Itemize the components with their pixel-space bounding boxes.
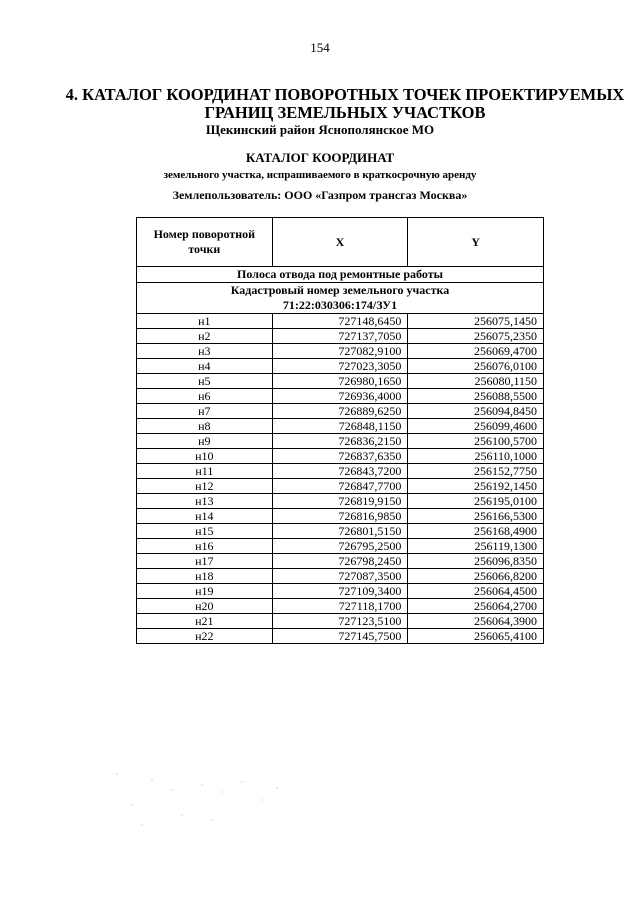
- header-y: Y: [408, 218, 544, 267]
- x-cell: 726836,2150: [272, 434, 408, 449]
- table-row: [137, 344, 544, 359]
- x-cell: 726837,6350: [272, 449, 408, 464]
- header-x: X: [272, 218, 408, 267]
- land-user: Землепользователь: ООО «Газпром трансгаз Москва»: [172, 188, 468, 202]
- point-cell: н3: [137, 344, 273, 359]
- table-row: [137, 464, 544, 479]
- point-cell: н15: [137, 524, 273, 539]
- table-row: [137, 494, 544, 509]
- point-cell: н7: [137, 404, 273, 419]
- x-cell: 727087,3500: [272, 569, 408, 584]
- table-row: [137, 359, 544, 374]
- page-heading: 4. КАТАЛОГ КООРДИНАТ ПОВОРОТНЫХ ТОЧЕК ПРОЕКТИРУЕМЫХ ГРАНИЦ ЗЕМЕЛЬНЫХ УЧАСТКОВ: [65, 85, 625, 122]
- x-cell: 726816,9850: [272, 509, 408, 524]
- x-cell: 727123,5100: [272, 614, 408, 629]
- x-cell: 727109,3400: [272, 584, 408, 599]
- point-cell: н5: [137, 374, 273, 389]
- cadastral-row: [137, 283, 544, 314]
- point-cell: н11: [137, 464, 273, 479]
- y-cell: 256119,1300: [408, 539, 544, 554]
- point-cell: н12: [137, 479, 273, 494]
- faint-stamp-marks: [112, 770, 292, 830]
- point-cell: н13: [137, 494, 273, 509]
- x-cell: 727118,1700: [272, 599, 408, 614]
- x-cell: 726843,7200: [272, 464, 408, 479]
- table-row: [137, 539, 544, 554]
- section-label: Полоса отвода под ремонтные работы: [137, 267, 544, 283]
- cadastral-label: Кадастровый номер земельного участка: [230, 283, 450, 297]
- cadastral-cell: [137, 283, 544, 314]
- table-row: [137, 509, 544, 524]
- y-cell: 256064,4500: [408, 584, 544, 599]
- y-cell: 256075,1450: [408, 314, 544, 329]
- section-row: [137, 267, 544, 283]
- y-cell: 256075,2350: [408, 329, 544, 344]
- y-cell: 256168,4900: [408, 524, 544, 539]
- y-cell: 256192,1450: [408, 479, 544, 494]
- table-row: [137, 524, 544, 539]
- table-row: [137, 404, 544, 419]
- point-cell: н8: [137, 419, 273, 434]
- coordinates-table: [136, 217, 544, 644]
- point-cell: н2: [137, 329, 273, 344]
- point-cell: н4: [137, 359, 273, 374]
- point-cell: н9: [137, 434, 273, 449]
- point-cell: н18: [137, 569, 273, 584]
- y-cell: 256152,7750: [408, 464, 544, 479]
- district-subheading: Щекинский район Яснополянское МО: [205, 122, 435, 137]
- y-cell: 256094,8450: [408, 404, 544, 419]
- y-cell: 256166,5300: [408, 509, 544, 524]
- x-cell: 727023,3050: [272, 359, 408, 374]
- x-cell: 727148,6450: [272, 314, 408, 329]
- x-cell: 727145,7500: [272, 629, 408, 644]
- table-row: [137, 584, 544, 599]
- page-number: 154: [310, 40, 330, 55]
- header-point: Номер поворотной точки: [137, 218, 273, 267]
- table-row: [137, 389, 544, 404]
- point-cell: н22: [137, 629, 273, 644]
- table-header-row: [137, 218, 544, 267]
- table-row: [137, 419, 544, 434]
- x-cell: 726848,1150: [272, 419, 408, 434]
- x-cell: 726798,2450: [272, 554, 408, 569]
- table-row: [137, 374, 544, 389]
- table-row: [137, 434, 544, 449]
- x-cell: 726847,7700: [272, 479, 408, 494]
- y-cell: 256195,0100: [408, 494, 544, 509]
- y-cell: 256080,1150: [408, 374, 544, 389]
- x-cell: 726889,6250: [272, 404, 408, 419]
- table-row: [137, 449, 544, 464]
- table-row: [137, 614, 544, 629]
- point-cell: н14: [137, 509, 273, 524]
- x-cell: 727082,9100: [272, 344, 408, 359]
- y-cell: 256065,4100: [408, 629, 544, 644]
- point-cell: н21: [137, 614, 273, 629]
- y-cell: 256069,4700: [408, 344, 544, 359]
- y-cell: 256088,5500: [408, 389, 544, 404]
- y-cell: 256110,1000: [408, 449, 544, 464]
- x-cell: 726819,9150: [272, 494, 408, 509]
- y-cell: 256100,5700: [408, 434, 544, 449]
- catalog-description: земельного участка, испрашиваемого в краткосрочную аренду: [163, 169, 477, 181]
- y-cell: 256099,4600: [408, 419, 544, 434]
- cadastral-number: 71:22:030306:174/ЗУ1: [282, 298, 398, 312]
- y-cell: 256066,8200: [408, 569, 544, 584]
- table-row: [137, 599, 544, 614]
- point-cell: н10: [137, 449, 273, 464]
- point-cell: н6: [137, 389, 273, 404]
- x-cell: 726936,4000: [272, 389, 408, 404]
- point-cell: н17: [137, 554, 273, 569]
- x-cell: 727137,7050: [272, 329, 408, 344]
- table-row: [137, 314, 544, 329]
- table-row: [137, 479, 544, 494]
- x-cell: 726801,5150: [272, 524, 408, 539]
- x-cell: 726795,2500: [272, 539, 408, 554]
- table-row: [137, 569, 544, 584]
- point-cell: н16: [137, 539, 273, 554]
- x-cell: 726980,1650: [272, 374, 408, 389]
- catalog-title: КАТАЛОГ КООРДИНАТ: [245, 150, 395, 165]
- table-row: [137, 329, 544, 344]
- table-row: [137, 554, 544, 569]
- y-cell: 256064,3900: [408, 614, 544, 629]
- y-cell: 256064,2700: [408, 599, 544, 614]
- y-cell: 256096,8350: [408, 554, 544, 569]
- point-cell: н20: [137, 599, 273, 614]
- point-cell: н19: [137, 584, 273, 599]
- y-cell: 256076,0100: [408, 359, 544, 374]
- table-row: [137, 629, 544, 644]
- point-cell: н1: [137, 314, 273, 329]
